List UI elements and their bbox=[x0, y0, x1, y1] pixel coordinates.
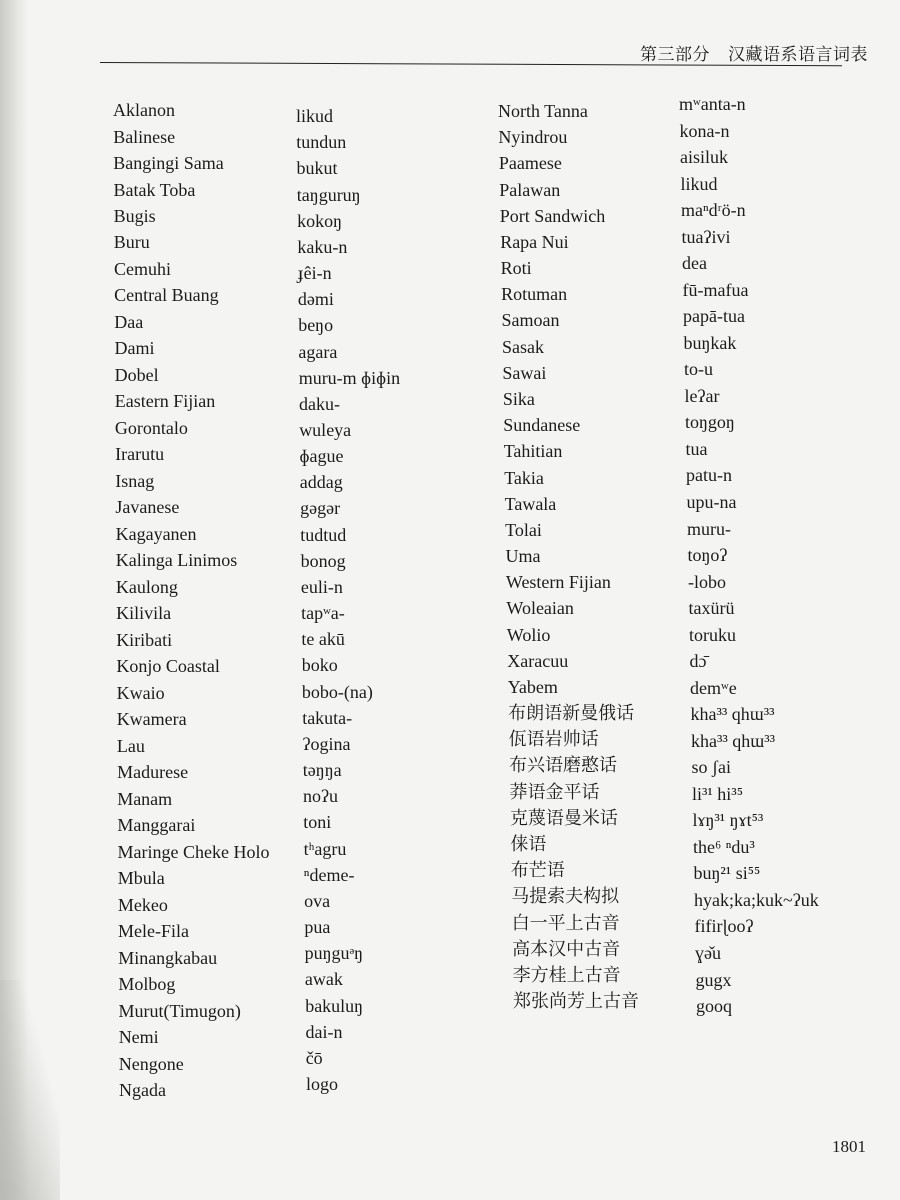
language-name: 莽语金平话 bbox=[509, 781, 600, 802]
word-form: fū-mafua bbox=[682, 279, 749, 300]
word-form: mʷanta-n bbox=[679, 94, 746, 114]
language-name: Samoan bbox=[501, 310, 560, 331]
language-name: Nyindrou bbox=[498, 127, 568, 148]
language-name: Sawai bbox=[502, 362, 547, 383]
language-name: Rotuman bbox=[501, 284, 568, 305]
language-name: Eastern Fijian bbox=[114, 391, 216, 412]
word-form: beŋo bbox=[298, 315, 334, 336]
word-form: taxürü bbox=[688, 598, 735, 619]
header-part: 第三部分 bbox=[640, 45, 710, 64]
language-name: Uma bbox=[505, 546, 541, 566]
word-form: ɣə̌u bbox=[695, 942, 721, 963]
language-name: Tolai bbox=[505, 519, 542, 540]
word-form: bobo-(na) bbox=[301, 681, 373, 702]
word-form: bakuluŋ bbox=[305, 995, 364, 1016]
word-form: upu-na bbox=[686, 491, 737, 512]
word-form: noʔu bbox=[303, 786, 338, 807]
language-name: Sasak bbox=[502, 336, 544, 357]
word-form: fifirɭooʔ bbox=[694, 916, 754, 937]
word-form: to-u bbox=[684, 359, 713, 380]
language-name: Paamese bbox=[498, 153, 562, 174]
word-form: demʷe bbox=[690, 677, 737, 698]
word-form: tʰagru bbox=[303, 838, 347, 859]
word-form: addag bbox=[299, 472, 343, 493]
language-name: 布朗语新曼俄话 bbox=[508, 703, 635, 724]
word-form: papā-tua bbox=[683, 306, 745, 327]
language-name: Gorontalo bbox=[114, 417, 188, 438]
language-name: Nengone bbox=[118, 1053, 184, 1074]
language-name: Kalinga Linimos bbox=[115, 550, 238, 571]
word-form: ɟêi-n bbox=[297, 263, 332, 283]
word-form: hyak;ka;kuk~ʔuk bbox=[694, 889, 819, 910]
language-name: Batak Toba bbox=[113, 179, 196, 200]
word-form: toŋoʔ bbox=[687, 545, 728, 565]
language-name: 布芒语 bbox=[510, 860, 565, 881]
language-name: Port Sandwich bbox=[499, 205, 606, 226]
language-name: Bugis bbox=[113, 205, 156, 226]
word-form: tundun bbox=[296, 132, 347, 153]
word-form: patu-n bbox=[686, 465, 732, 486]
word-form: awak bbox=[304, 969, 343, 990]
language-name: Mbula bbox=[117, 868, 165, 889]
word-form: so ʃai bbox=[691, 757, 731, 778]
language-name: Kiribati bbox=[116, 629, 173, 650]
language-name: 克蔑语曼米话 bbox=[509, 807, 618, 828]
word-form: tuaʔivi bbox=[681, 226, 731, 247]
language-name: Sundanese bbox=[503, 415, 581, 436]
language-name: Kaulong bbox=[115, 576, 178, 597]
language-name: Kilivila bbox=[116, 603, 172, 624]
word-form: maⁿdʳö-n bbox=[681, 200, 746, 221]
word-form: ⁿdeme- bbox=[303, 864, 355, 885]
language-name: Woleaian bbox=[506, 598, 574, 619]
word-form: tua bbox=[685, 438, 708, 459]
language-name: Yabem bbox=[507, 676, 558, 697]
language-name: Xaracuu bbox=[507, 650, 569, 671]
word-form: the⁶ ⁿdu³ bbox=[693, 836, 755, 857]
word-form: leʔar bbox=[684, 385, 720, 406]
language-name: Rapa Nui bbox=[500, 231, 569, 252]
language-name: 郑张尚芳上古音 bbox=[513, 991, 639, 1011]
word-form: pua bbox=[304, 917, 331, 937]
word-form: daku- bbox=[299, 393, 340, 414]
word-form: boko bbox=[301, 655, 338, 676]
language-name: Lau bbox=[116, 735, 145, 756]
language-name: Kwaio bbox=[116, 682, 165, 703]
language-name: 布兴语磨憨话 bbox=[509, 755, 617, 776]
word-form: gəgər bbox=[300, 498, 341, 519]
language-name: Minangkabau bbox=[118, 947, 218, 968]
word-form: kha³³ qhɯ³³ bbox=[690, 704, 775, 725]
word-form: čō bbox=[305, 1047, 323, 1068]
language-name: 佤语岩帅话 bbox=[508, 729, 599, 750]
language-name: Palawan bbox=[499, 179, 561, 200]
language-name: Dobel bbox=[114, 364, 159, 385]
word-form: euli-n bbox=[300, 576, 343, 597]
word-form: gooq bbox=[696, 996, 732, 1016]
word-form: muru- bbox=[687, 518, 731, 539]
language-name: Roti bbox=[500, 258, 532, 279]
language-name: Sika bbox=[502, 388, 535, 409]
language-name: Isnag bbox=[115, 470, 155, 491]
language-name: Wolio bbox=[506, 624, 551, 645]
header-title: 汉藏语系语言词表 bbox=[728, 45, 868, 64]
word-form: -lobo bbox=[688, 571, 726, 592]
word-form: toŋgoŋ bbox=[685, 412, 735, 433]
word-form: muru-m ɸiɸin bbox=[298, 367, 401, 388]
language-name: Kagayanen bbox=[115, 523, 197, 544]
language-name: 马提索夫构拟 bbox=[511, 886, 620, 907]
word-form: logo bbox=[306, 1074, 339, 1094]
word-form: bukut bbox=[296, 158, 338, 179]
language-name: Takia bbox=[504, 467, 544, 488]
language-name: Nemi bbox=[118, 1027, 159, 1047]
word-form: aisiluk bbox=[680, 147, 728, 168]
language-name: Western Fijian bbox=[505, 572, 611, 593]
word-form: kaku-n bbox=[297, 236, 348, 257]
language-name: Mele-Fila bbox=[118, 921, 189, 942]
language-name: Aklanon bbox=[113, 100, 175, 120]
word-form: kokoŋ bbox=[297, 210, 342, 231]
word-form: bonog bbox=[300, 550, 346, 571]
word-form: təŋŋa bbox=[302, 760, 342, 781]
language-name: Molbog bbox=[118, 974, 176, 995]
page-number: 1801 bbox=[832, 1137, 866, 1156]
language-name: Javanese bbox=[115, 497, 180, 518]
language-name: Daa bbox=[114, 311, 144, 332]
word-form: dea bbox=[682, 253, 707, 274]
language-name: Manggarai bbox=[117, 815, 196, 836]
language-name: Murut(Timugon) bbox=[118, 1000, 241, 1021]
language-name: Tawala bbox=[504, 493, 557, 514]
word-form: ova bbox=[304, 890, 331, 911]
word-form: wuleya bbox=[299, 419, 352, 440]
word-form: ʔogina bbox=[302, 733, 351, 754]
page-corner-shadow bbox=[0, 980, 60, 1200]
language-name: 李方桂上古音 bbox=[512, 964, 621, 985]
language-name: Maringe Cheke Holo bbox=[117, 841, 270, 862]
language-name: 俫语 bbox=[510, 833, 547, 854]
language-name: Bangingi Sama bbox=[113, 153, 224, 173]
word-form: dai-n bbox=[305, 1021, 343, 1042]
word-form: kona-n bbox=[679, 120, 730, 141]
word-form: takuta- bbox=[302, 707, 353, 728]
language-name: Kwamera bbox=[116, 709, 187, 730]
word-form: ɸague bbox=[299, 446, 344, 467]
language-name: Buru bbox=[113, 232, 150, 253]
word-form: tapʷa- bbox=[301, 603, 345, 624]
language-name: Irarutu bbox=[115, 444, 165, 465]
word-form: te akū bbox=[301, 629, 345, 650]
language-name: 白一平上古音 bbox=[511, 912, 620, 933]
word-form: buŋkak bbox=[683, 332, 737, 353]
language-name: Central Buang bbox=[114, 285, 219, 306]
word-form: toni bbox=[303, 812, 332, 833]
word-form: likud bbox=[296, 106, 334, 126]
running-header bbox=[640, 40, 868, 65]
word-form: toruku bbox=[689, 624, 736, 645]
word-form: agara bbox=[298, 341, 338, 362]
word-form: buŋ²¹ si⁵⁵ bbox=[693, 863, 761, 884]
language-name: 高本汉中古音 bbox=[512, 938, 621, 959]
language-name: Tahitian bbox=[503, 441, 563, 462]
language-name: Manam bbox=[117, 788, 173, 809]
word-form: taŋguruŋ bbox=[296, 184, 361, 205]
word-form: dəmi bbox=[297, 289, 334, 310]
word-form: kha³³ qhɯ³³ bbox=[691, 730, 776, 751]
language-name: Dami bbox=[114, 338, 155, 359]
word-form: puŋguᵊŋ bbox=[304, 943, 364, 964]
language-name: Madurese bbox=[117, 762, 189, 783]
word-form: lɤŋ³¹ ŋɤt⁵³ bbox=[692, 810, 764, 831]
language-name: Ngada bbox=[119, 1080, 166, 1100]
word-form: li³¹ hi³⁵ bbox=[692, 783, 743, 804]
word-form: likud bbox=[680, 173, 718, 194]
word-form: dɔ̄ bbox=[689, 651, 707, 672]
word-form: gugx bbox=[695, 969, 732, 990]
language-name: Cemuhi bbox=[114, 258, 171, 279]
language-name: Balinese bbox=[113, 126, 176, 147]
language-name: North Tanna bbox=[498, 101, 588, 121]
word-form: tudtud bbox=[300, 524, 347, 545]
language-name: Mekeo bbox=[117, 894, 168, 915]
language-name: Konjo Coastal bbox=[116, 656, 220, 677]
